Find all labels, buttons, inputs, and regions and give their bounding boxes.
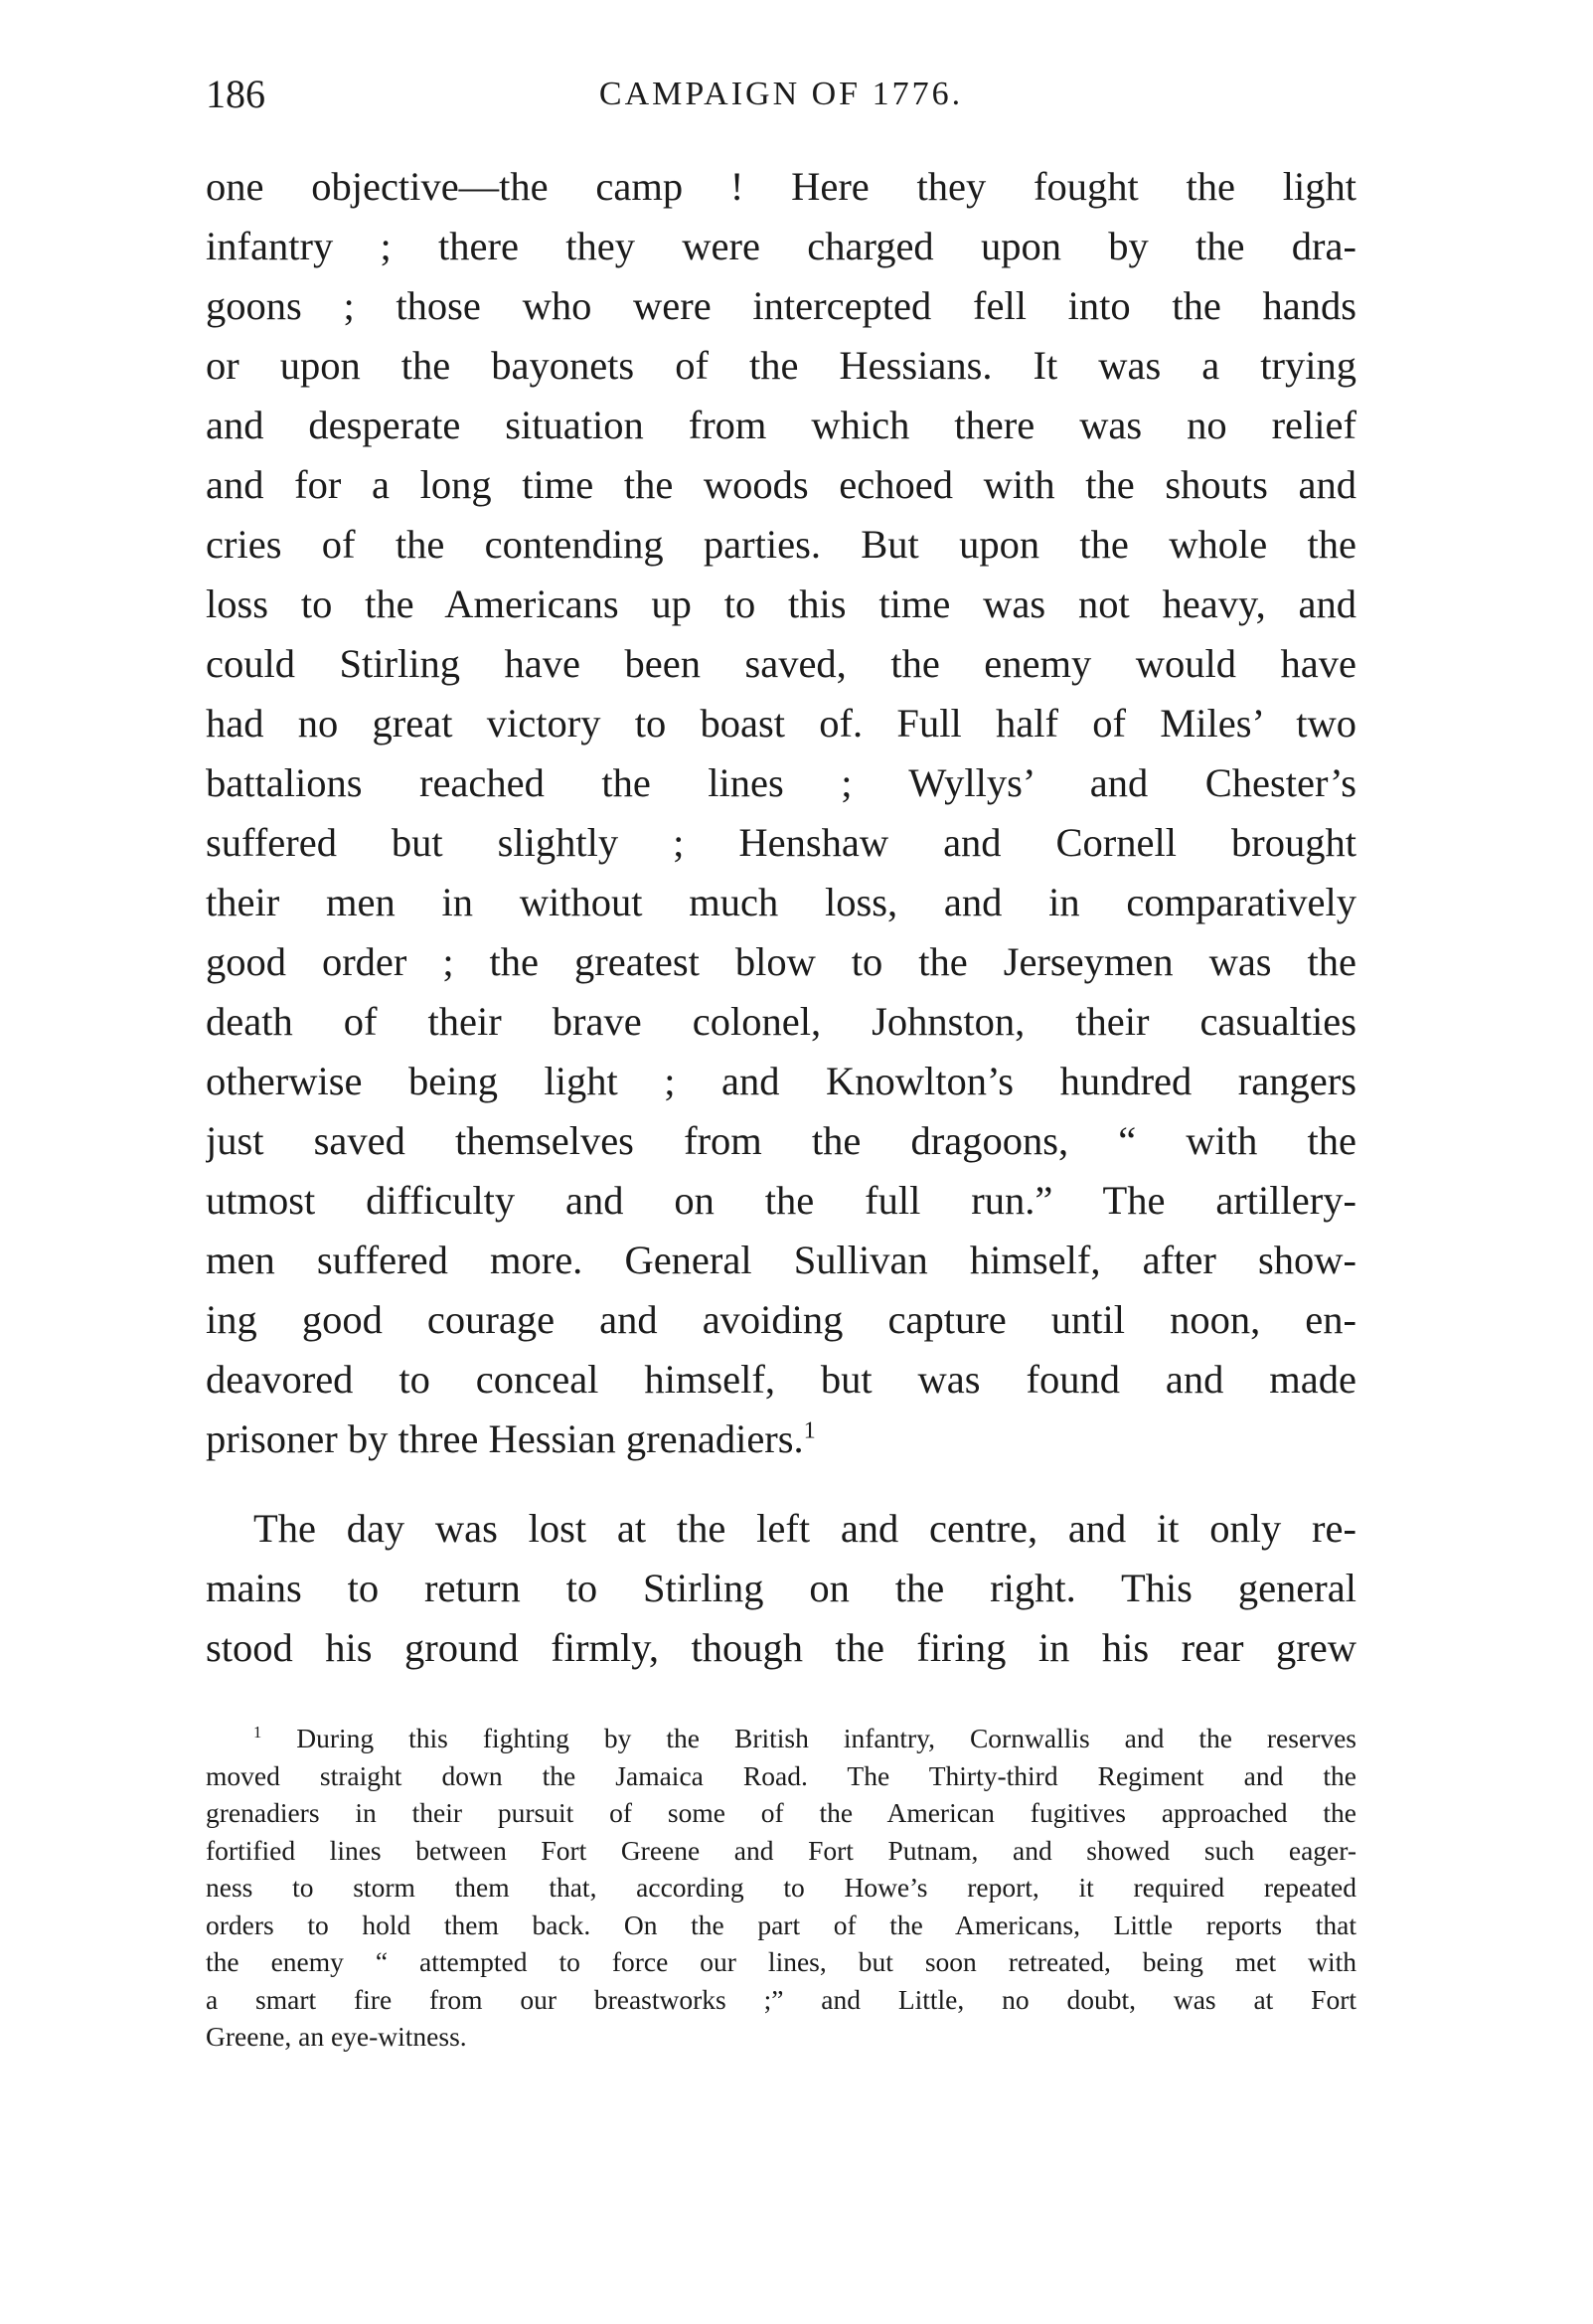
footnote-text: During this fighting by the British infantry, Cornwallis and the reserves [296, 1723, 1356, 1753]
footnote-marker: 1 [253, 1722, 262, 1742]
text-line: death of their brave colonel, Johnston, their casualties [206, 999, 1356, 1044]
text-line: and for a long time the woods echoed with the shouts and [206, 462, 1356, 507]
text-line: cries of the contending parties. But upon the whole the [206, 522, 1356, 567]
text-line: had no great victory to boast of. Full half of Miles’ two [206, 701, 1356, 746]
text-line: good order ; the greatest blow to the Jerseymen was the [206, 939, 1356, 984]
text-line: or upon the bayonets of the Hessians. It was a trying [206, 343, 1356, 388]
running-head: CAMPAIGN OF 1776. [598, 76, 964, 112]
page-number: 186 [206, 72, 265, 116]
text-line: ing good courage and avoiding capture until noon, en- [206, 1297, 1356, 1342]
footnote-line: the enemy “ attempted to force our lines, but soon retreated, being met with [206, 1946, 1356, 1977]
text-line: utmost difficulty and on the full run.” The artillery- [206, 1178, 1356, 1223]
text-line: battalions reached the lines ; Wyllys’ and Chester’s [206, 760, 1356, 805]
text-line: and desperate situation from which there was no relief [206, 403, 1356, 447]
footnote-line: moved straight down the Jamaica Road. The Thirty-third Regiment and the [206, 1759, 1356, 1791]
footnote-line: a smart fire from our breastworks ;” and Little, no doubt, was at Fort [206, 1983, 1356, 2015]
text-line: just saved themselves from the dragoons, “ with the [206, 1118, 1356, 1163]
footnote-line: Greene, an eye-witness. [206, 2021, 467, 2052]
text-line: otherwise being light ; and Knowlton’s hundred rangers [206, 1059, 1356, 1103]
text-line: mains to return to Stirling on the right. This general [206, 1566, 1356, 1610]
footnote-line [206, 1720, 1356, 1757]
text-line: stood his ground firmly, though the firing in his rear grew [206, 1625, 1356, 1670]
text-line: their men in without much loss, and in comparatively [206, 880, 1356, 924]
text-line: men suffered more. General Sullivan himself, after show- [206, 1238, 1356, 1282]
text-line: goons ; those who were intercepted fell into the hands [206, 283, 1356, 328]
footnote-line: orders to hold them back. On the part of the Americans, Little reports that [206, 1909, 1356, 1940]
text-line: loss to the Americans up to this time was not heavy, and [206, 581, 1356, 626]
text-line: deavored to conceal himself, but was found and made [206, 1357, 1356, 1402]
text-line: infantry ; there they were charged upon by the dra- [206, 224, 1356, 268]
text-line-with-footnote-ref [206, 1410, 1356, 1469]
text-line: prisoner by three Hessian grenadiers. [206, 1416, 804, 1461]
paragraph-2 [206, 1499, 1356, 1678]
footnote-block [206, 1720, 1356, 2056]
text-line: The day was lost at the left and centre, and it only re- [253, 1506, 1356, 1551]
footnote-line: grenadiers in their pursuit of some of the American fugitives approached the [206, 1797, 1356, 1828]
paragraph-1 [206, 157, 1356, 1469]
text-line: one objective—the camp ! Here they fought the light [206, 164, 1356, 209]
page-header [206, 70, 1356, 119]
footnote-line: fortified lines between Fort Greene and Fort Putnam, and showed such eager- [206, 1834, 1356, 1866]
text-line: suffered but slightly ; Henshaw and Cornell brought [206, 820, 1356, 865]
footnote-line: ness to storm them that, according to Howe’s report, it required repeated [206, 1872, 1356, 1903]
footnote-reference: 1 [803, 1416, 816, 1444]
text-line: could Stirling have been saved, the enemy would have [206, 641, 1356, 686]
